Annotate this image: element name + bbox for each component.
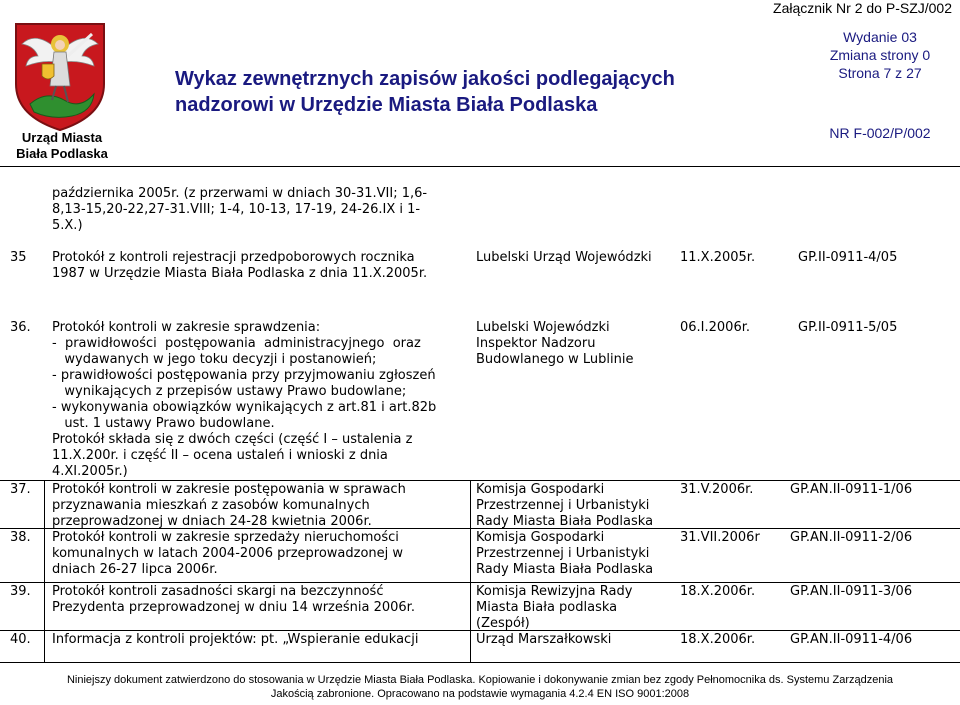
description-line: wynikających z przepisów ustawy Prawo budowlane; [52,384,407,399]
table-row [0,528,960,582]
description-line: Protokół kontroli w zakresie sprzedaży nieruchomości [52,530,399,545]
description-line: 11.X.200r. i część II – ocena ustaleń i wnioski z dnia [52,448,388,463]
issuing-organization [476,482,653,530]
record-description [52,320,468,480]
office-name-line: Urząd Miasta [21,130,103,145]
table-row [0,248,960,312]
page-footer [0,673,960,701]
row-separator [0,528,960,529]
record-description [52,632,468,648]
organization-line: Przestrzennej i Urbanistyki [476,498,650,513]
column-separator [470,630,471,662]
table-row [0,582,960,630]
organization-line: Komisja Gospodarki [476,482,605,497]
record-code: GP.AN.II-0911-1/06 [790,482,913,497]
annex-reference: Załącznik Nr 2 do P-SZJ/002 [773,0,952,16]
description-line: Informacja z kontroli projektów: pt. „Wspieranie edukacji [52,632,419,647]
record-description [52,186,468,234]
footer-line: Jakością zabronione. Opracowano na podstawie wymagania 4.2.4 EN ISO 9001:2008 [270,688,690,700]
table-row [0,480,960,528]
organization-line: Urząd Marszałkowski [476,632,612,647]
description-line: przeprowadzonej w dniach 24-28 kwietnia 2006r. [52,514,372,529]
organization-line: Rady Miasta Biała Podlaska [476,562,654,577]
issuing-organization [476,530,653,578]
office-name [6,130,118,162]
description-line: 5.X.) [52,218,83,233]
column-separator [470,528,471,582]
description-line: - prawidłowości postępowania administracyjnego oraz [52,336,421,351]
record-date: 31.VII.2006r [680,530,760,545]
record-date: 11.X.2005r. [680,250,756,265]
column-separator [44,582,45,630]
record-code: GP.II-0911-5/05 [798,320,898,335]
record-description [52,530,468,578]
organization-line: Miasta Biała podlaska [476,600,618,615]
row-number: 39. [10,584,31,599]
row-number: 35 [10,250,27,265]
description-line: 1987 w Urzędzie Miasta Biała Podlaska z dnia 11.X.2005r. [52,266,428,281]
record-date: 06.I.2006r. [680,320,751,335]
row-separator [0,582,960,583]
document-title [175,66,705,118]
record-code: GP.II-0911-4/05 [798,250,898,265]
row-separator [0,630,960,631]
edition-line: Strona 7 z 27 [838,65,922,81]
title-line: nadzorowi w Urzędzie Miasta Biała Podlaska [175,94,598,116]
row-number: 38. [10,530,31,545]
description-line: 4.XI.2005r.) [52,464,128,479]
description-line: dniach 26-27 lipca 2006r. [52,562,218,577]
row-number: 40. [10,632,31,647]
issuing-organization [476,632,611,648]
edition-line: Zmiana strony 0 [829,47,931,63]
organization-line: (Zespół) [476,616,530,631]
organization-line: Komisja Rewizyjna Rady [476,584,633,599]
organization-line: Budowlanego w Lublinie [476,352,634,367]
document-number: NR F-002/P/002 [829,125,931,141]
row-number: 37. [10,482,31,497]
organization-line: Rady Miasta Biała Podlaska [476,514,654,529]
organization-line: Inspektor Nadzoru [476,336,596,351]
coat-of-arms-logo [12,20,108,132]
record-description [52,584,468,616]
title-line: Wykaz zewnętrznych zapisów jakości podlegających [175,68,675,90]
header-divider [0,166,960,167]
description-line: - prawidłowości postępowania przy przyjmowaniu zgłoszeń [52,368,436,383]
description-line: komunalnych w latach 2004-2006 przeprowadzonej w [52,546,404,561]
column-separator [470,480,471,528]
description-line: Protokół kontroli w zakresie postępowania w sprawach [52,482,406,497]
table-row [0,312,960,480]
description-line: wydawanych w jego toku decyzji i postanowień; [52,352,377,367]
table-bottom-border [0,662,960,663]
row-number: 36. [10,320,31,335]
organization-line: Lubelski Wojewódzki [476,320,610,335]
record-code: GP.AN.II-0911-4/06 [790,632,913,647]
description-line: Protokół kontroli w zakresie sprawdzenia: [52,320,321,335]
column-separator [44,480,45,528]
column-separator [44,630,45,662]
office-name-line: Biała Podlaska [16,146,108,161]
description-line: 8,13-15,20-22,27-31.VIII; 1-4, 10-13, 17-19, 24-26.IX i 1- [52,202,421,217]
description-line: Protokół kontroli zasadności skargi na bezczynność [52,584,384,599]
description-line: października 2005r. (z przerwami w dniach 30-31.VII; 1,6- [52,186,428,201]
footer-line: Niniejszy dokument zatwierdzono do stosowania w Urzędzie Miasta Biała Podlaska. Kopiowanie i dokonywanie zmian bez zgody Pełnomocnika ds. Systemu Zarządzenia [66,674,894,686]
column-separator [470,582,471,630]
issuing-organization [476,320,634,368]
edition-line: Wydanie 03 [843,29,917,45]
row-separator [0,480,960,481]
record-code: GP.AN.II-0911-3/06 [790,584,913,599]
table-row [0,630,960,662]
description-line: przyznawania mieszkań z zasobów komunalnych [52,498,370,513]
record-date: 18.X.2006r. [680,584,756,599]
edition-info [800,28,960,82]
record-description [52,482,468,530]
record-date: 18.X.2006r. [680,632,756,647]
table-row [0,184,960,248]
organization-line: Przestrzennej i Urbanistyki [476,546,650,561]
record-date: 31.V.2006r. [680,482,754,497]
issuing-organization [476,584,632,632]
description-line: Protokół składa się z dwóch części (część I – ustalenia z [52,432,413,447]
description-line: ust. 1 ustawy Prawo budowlane. [52,416,275,431]
record-description [52,250,468,282]
organization-line: Komisja Gospodarki [476,530,605,545]
record-code: GP.AN.II-0911-2/06 [790,530,913,545]
description-line: - wykonywania obowiązków wynikających z art.81 i art.82b [52,400,437,415]
column-separator [44,528,45,582]
organization-line: Lubelski Urząd Wojewódzki [476,250,652,265]
description-line: Prezydenta przeprowadzonej w dniu 14 września 2006r. [52,600,415,615]
description-line: Protokół z kontroli rejestracji przedpoborowych rocznika [52,250,415,265]
issuing-organization [476,250,652,266]
